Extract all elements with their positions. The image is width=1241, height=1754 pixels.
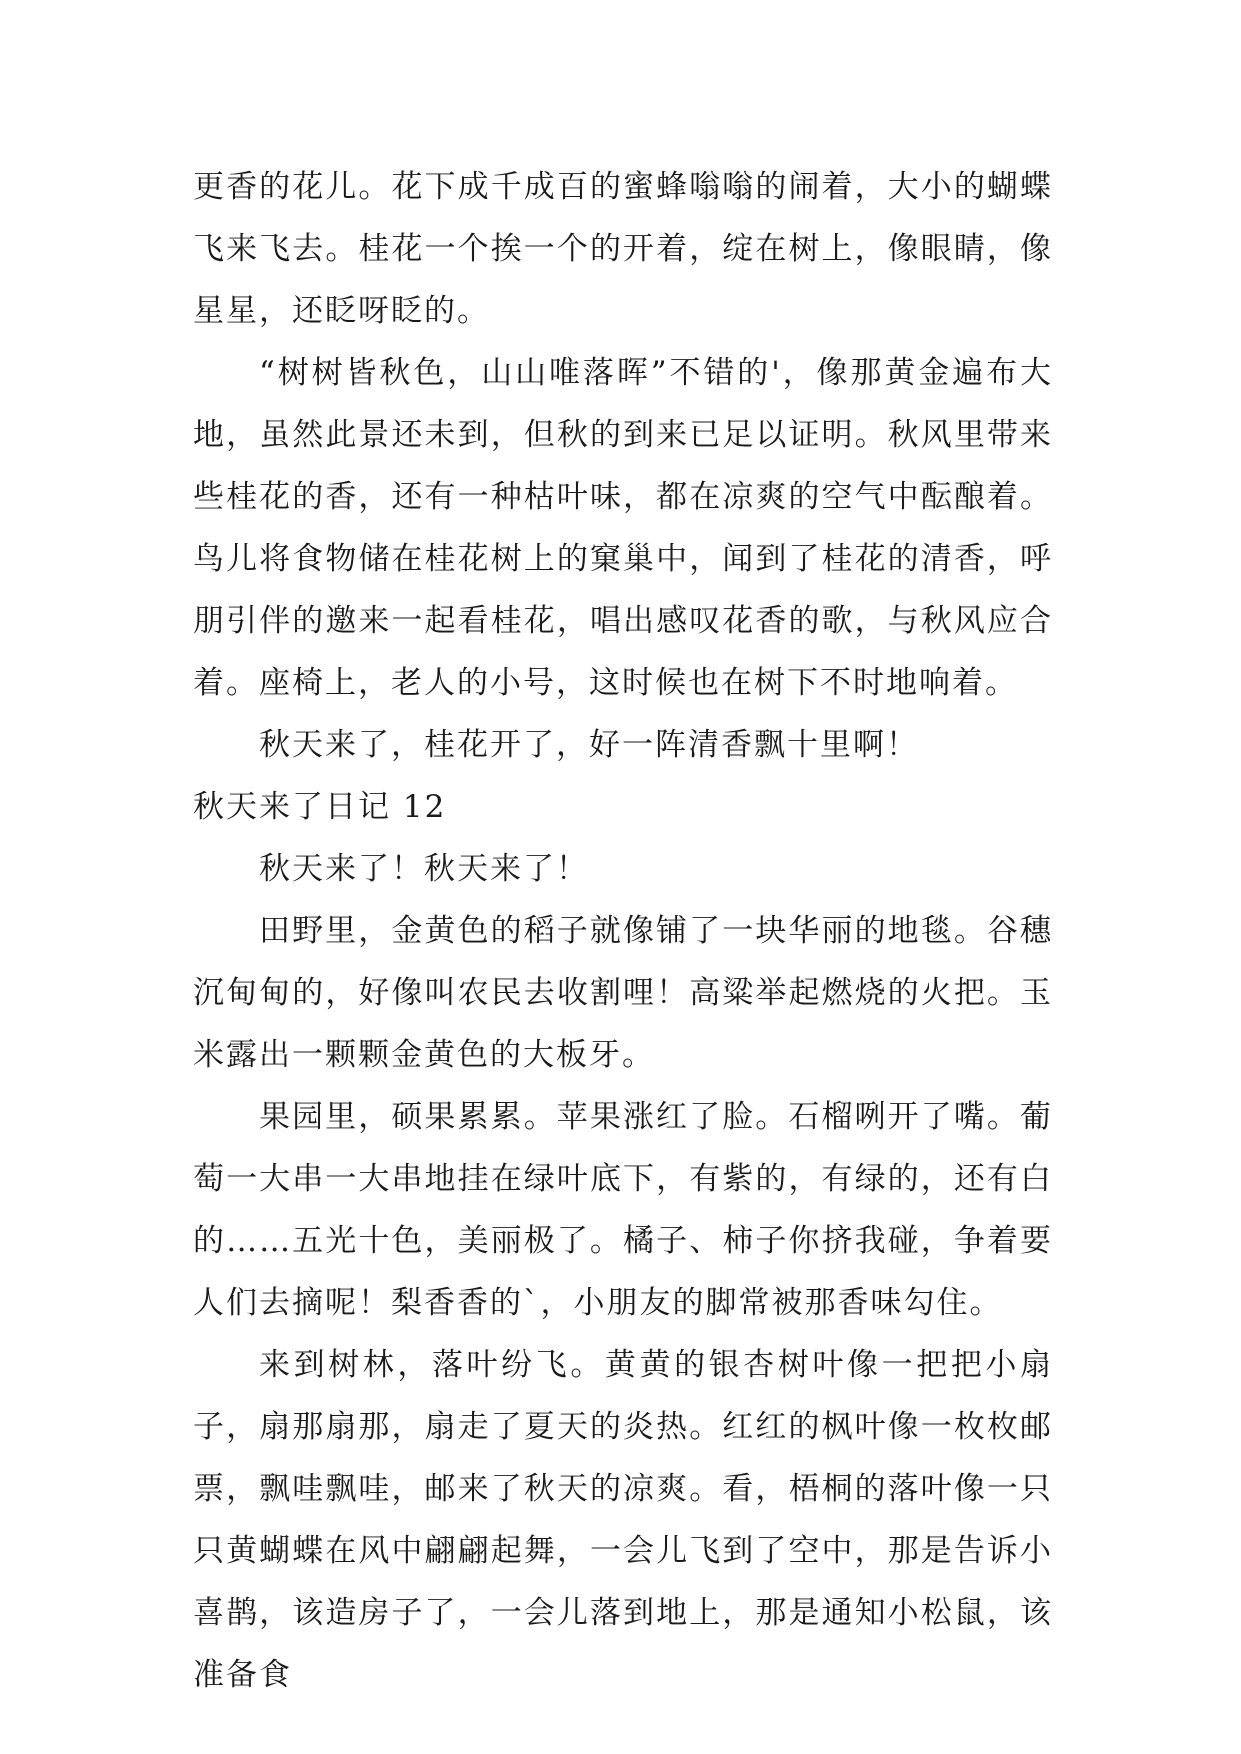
paragraph-osmanthus-flowers: 更香的花儿。花下成千成百的蜜蜂嗡嗡的闹着，大小的蝴蝶飞来飞去。桂花一个挨一个的开着，绽在树上，像眼睛，像星星，还眨呀眨的。 — [193, 169, 1053, 329]
paragraph-woods: 来到树林，落叶纷飞。黄黄的银杏树叶像一把把小扇子，扇那扇那，扇走了夏天的炎热。红红的枫叶像一枚枚邮票，飘哇飘哇，邮来了秋天的凉爽。看，梧桐的落叶像一只只黄蝴蝶在风中翩翩起舞，一会儿飞到了空中，那是告诉小喜鹊，该造房子了，一会儿落到地上，那是通知小松鼠，该准备食 — [193, 1347, 1053, 1693]
paragraph-autumn-wind: “树树皆秋色，山山唯落晖”不错的'，像那黄金遍布大地，虽然此景还未到，但秋的到来已足以证明。秋风里带来些桂花的香，还有一种枯叶味，都在凉爽的空气中酝酿着。鸟儿将食物储在桂花树上的窠巢中，闻到了桂花的清香，呼朋引伴的邀来一起看桂花，唱出感叹花香的歌，与秋风应合着。座椅上，老人的小号，这时候也在树下不时地响着。 — [193, 355, 1053, 701]
document-body — [193, 156, 1053, 1706]
paragraph-fields: 田野里，金黄色的稻子就像铺了一块华丽的地毯。谷穗沉甸甸的，好像叫农民去收割哩！高粱举起燃烧的火把。玉米露出一颗颗金黄色的大板牙。 — [193, 913, 1053, 1073]
section-heading: 秋天来了日记 12 — [193, 789, 447, 825]
paragraph-orchard: 果园里，硕果累累。苹果涨红了脸。石榴咧开了嘴。葡萄一大串一大串地挂在绿叶底下，有紫的，有绿的，还有白的……五光十色，美丽极了。橘子、柿子你挤我碰，争着要人们去摘呢！梨香香的`，小朋友的脚常被那香味勾住。 — [193, 1099, 1053, 1321]
paragraph-fragrance-ending: 秋天来了，桂花开了，好一阵清香飘十里啊！ — [259, 727, 919, 763]
paragraph-autumn-arrives: 秋天来了！秋天来了！ — [259, 851, 589, 887]
